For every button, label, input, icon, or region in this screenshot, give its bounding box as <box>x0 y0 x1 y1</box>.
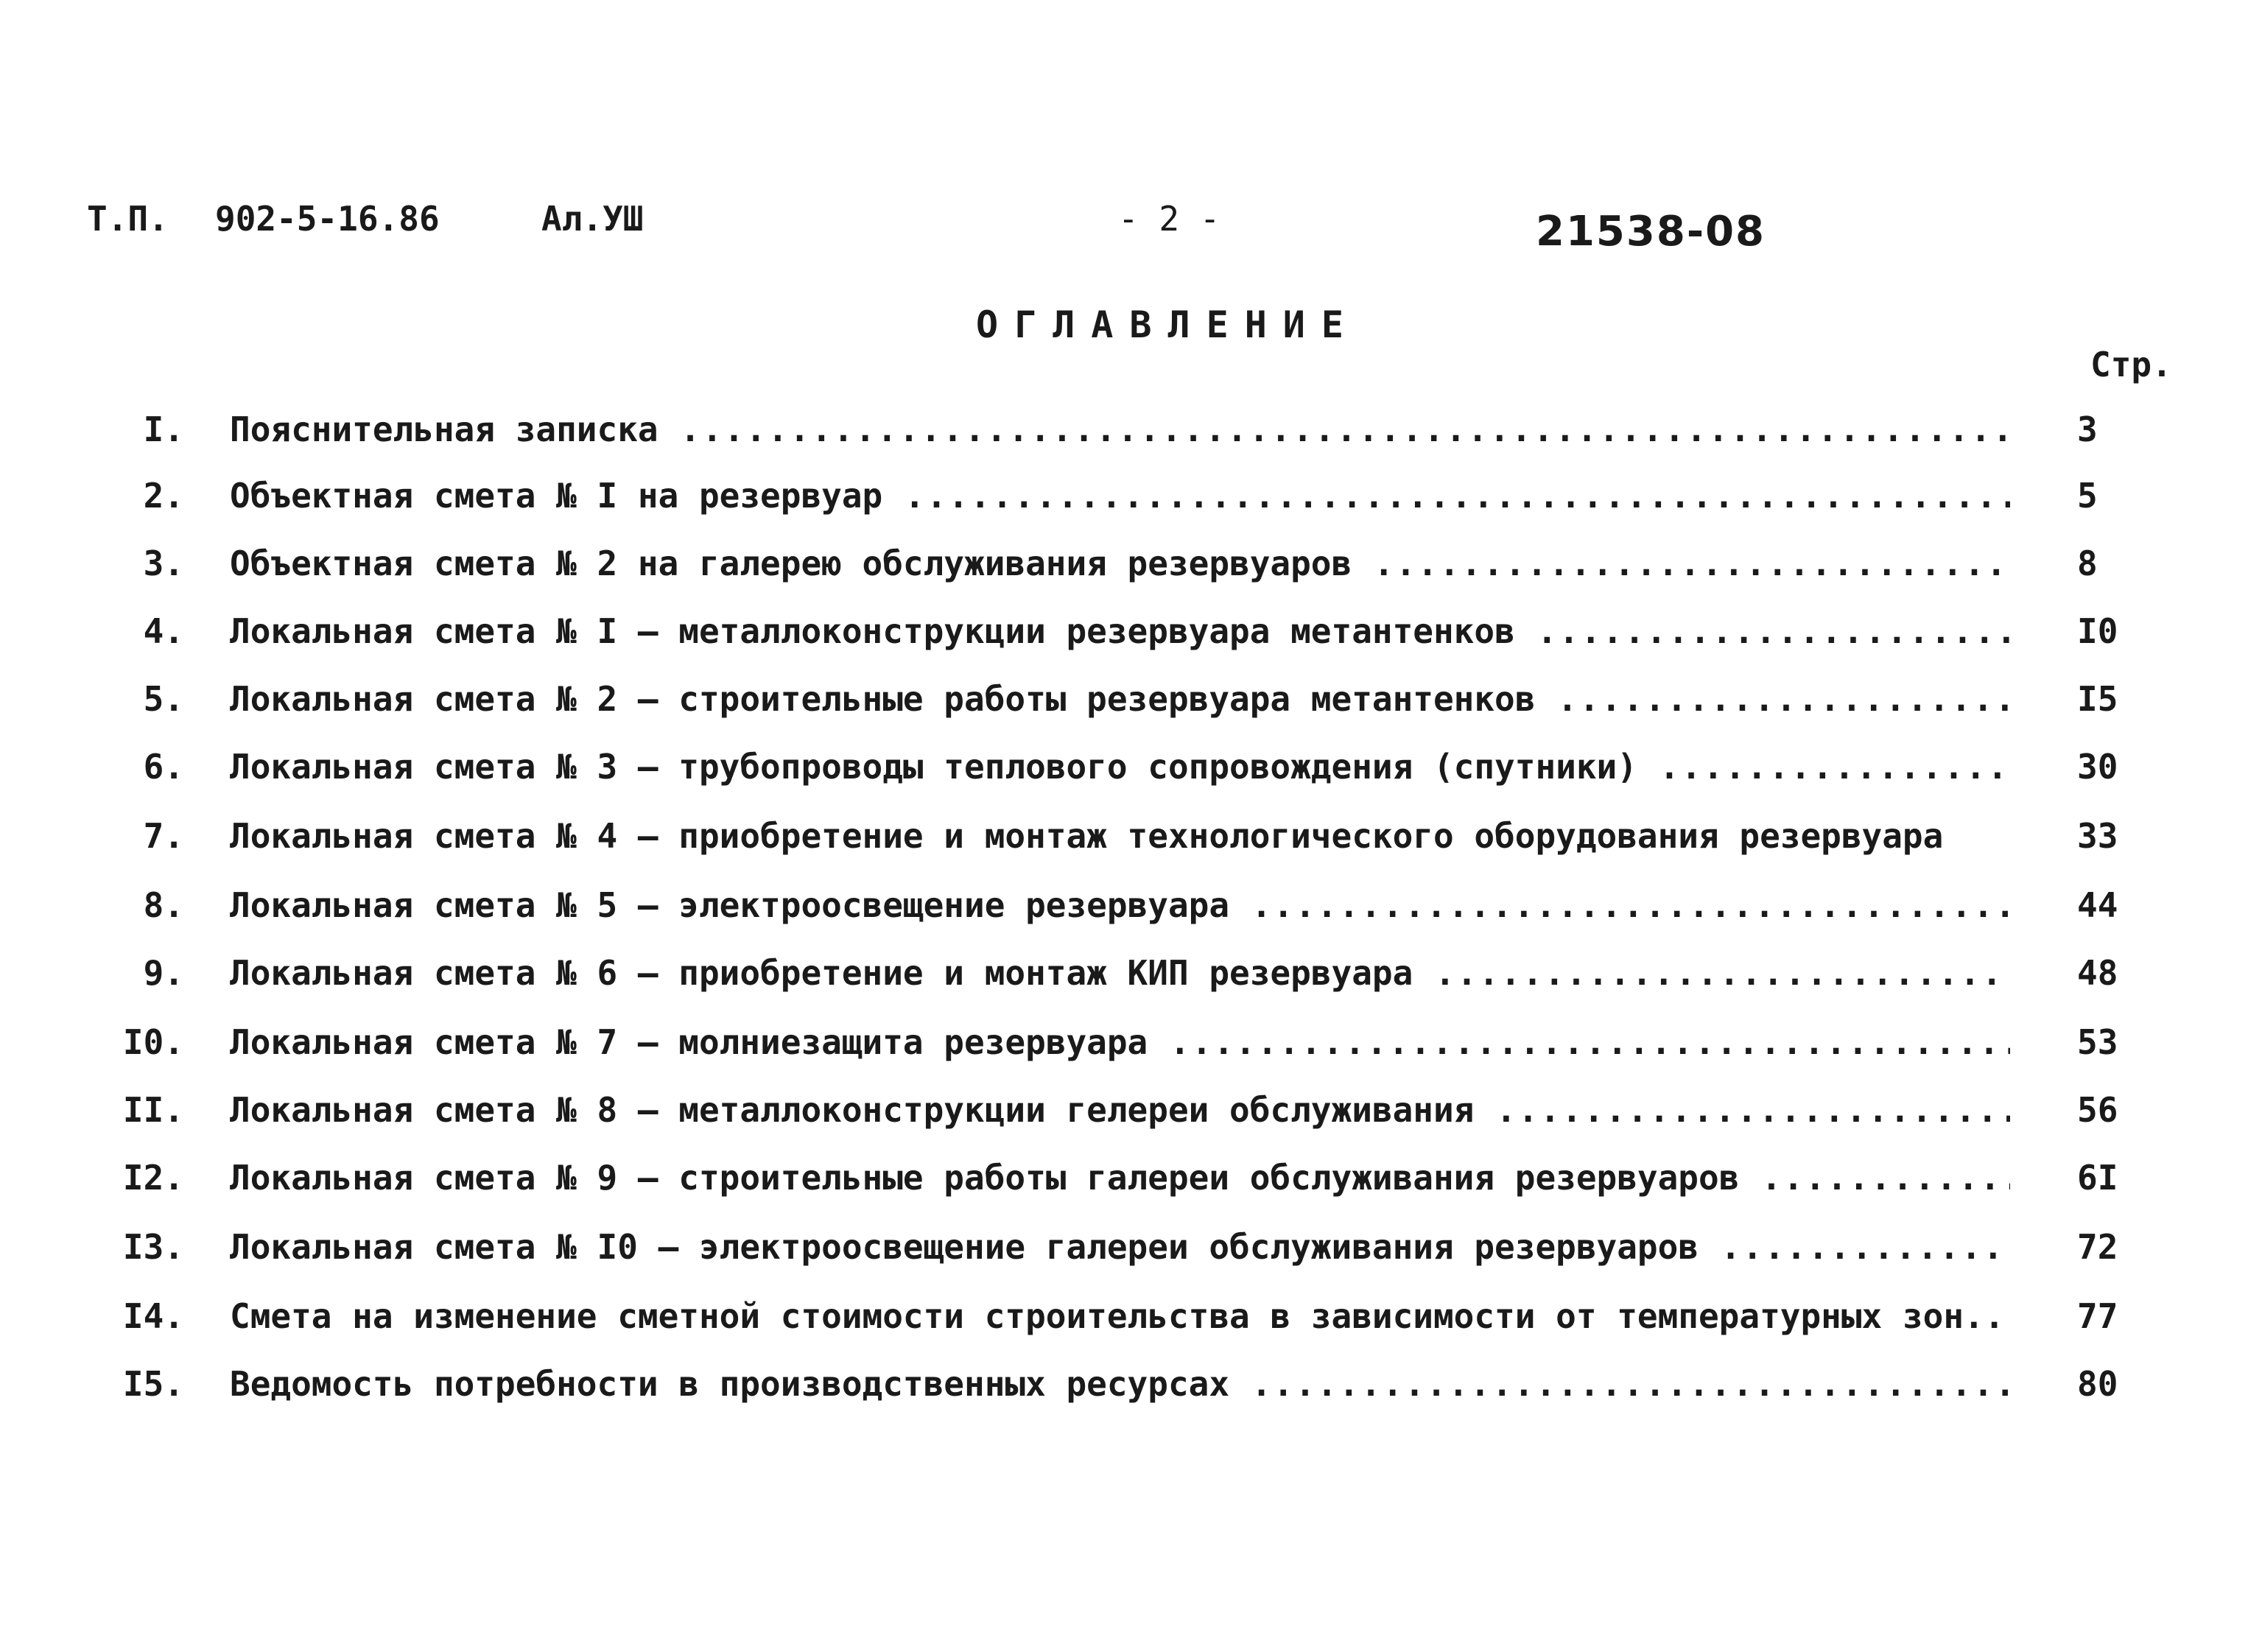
toc-entry <box>0 404 2262 455</box>
toc-entry-text: Ведомость потребности в производственных ресурсах <box>230 1364 1230 1404</box>
toc-entry-text: Локальная смета № 3 – трубопроводы теплового сопровождения (спутники) <box>230 747 1637 787</box>
toc-entry-text: Локальная смета № 7 – молниезащита резервуара <box>230 1022 1148 1062</box>
toc-entry-number: I3. <box>122 1227 184 1267</box>
page-title: ОГЛАВЛЕНИЕ <box>975 303 1360 346</box>
header-series: Т.П. <box>87 199 169 239</box>
toc-entry-page: 5 <box>2077 476 2098 516</box>
page-column-label: Стр. <box>2090 345 2172 384</box>
toc-entry-number: 9. <box>143 953 184 993</box>
toc-entry-page: 56 <box>2077 1090 2118 1130</box>
toc-entry <box>0 605 2262 657</box>
header-project-code: 902-5-16.86 <box>215 199 440 239</box>
toc-entry-page: I0 <box>2077 611 2118 651</box>
toc-entry-page: 72 <box>2077 1227 2118 1267</box>
toc-entry <box>0 947 2262 999</box>
toc-entry-number: I2. <box>122 1158 184 1198</box>
toc-entry-text: Локальная смета № I0 – электроосвещение галереи обслуживания резервуаров <box>230 1227 1699 1267</box>
toc-entry-number: I. <box>143 410 184 449</box>
toc-entry-text: Локальная смета № 2 – строительные работы резервуара метантенков <box>230 679 1536 719</box>
toc-entry-number: 7. <box>143 816 184 856</box>
toc-entry <box>0 1084 2262 1136</box>
toc-entry <box>0 810 2262 862</box>
toc-entry-text: Объектная смета № I на резервуар <box>230 476 883 516</box>
toc-entry-page: 33 <box>2077 816 2118 856</box>
toc-entry-text: Смета на изменение сметной стоимости строительства в зависимости от температурных зон.. <box>230 1296 2005 1336</box>
toc-entry-page: 53 <box>2077 1022 2118 1062</box>
toc-entry <box>0 470 2262 521</box>
toc-entry-text: Локальная смета № 5 – электроосвещение резервуара <box>230 885 1230 925</box>
toc-entry-text: Пояснительная записка <box>230 410 658 449</box>
toc-entry <box>0 1221 2262 1273</box>
toc-entry <box>0 741 2262 792</box>
toc-entry <box>0 1016 2262 1068</box>
toc-entry-page: 6I <box>2077 1158 2118 1198</box>
toc-entry-text: Локальная смета № I – металлоконструкции резервуара метантенков <box>230 611 1515 651</box>
toc-entry-number: 4. <box>143 611 184 651</box>
toc-entry-number: I4. <box>122 1296 184 1336</box>
toc-entry-page: 3 <box>2077 410 2098 449</box>
toc-entry-page: 8 <box>2077 544 2098 583</box>
header-page-number: - 2 - <box>1118 199 1220 239</box>
toc-entry <box>0 1290 2262 1342</box>
toc-entry-page: 80 <box>2077 1364 2118 1404</box>
toc-entry-page: 44 <box>2077 885 2118 925</box>
toc-entry-page: 30 <box>2077 747 2118 787</box>
toc-entry-number: 8. <box>143 885 184 925</box>
toc-entry <box>0 673 2262 725</box>
toc-entry-number: I0. <box>122 1022 184 1062</box>
toc-entry-text: Локальная смета № 9 – строительные работы галереи обслуживания резервуаров <box>230 1158 1740 1198</box>
toc-entry <box>0 879 2262 931</box>
toc-entry-number: I5. <box>122 1364 184 1404</box>
toc-entry-text: Локальная смета № 4 – приобретение и монтаж технологического оборудования резервуара <box>230 816 1944 856</box>
toc-entry-number: 5. <box>143 679 184 719</box>
toc-entry-page: I5 <box>2077 679 2118 719</box>
toc-entry-number: 2. <box>143 476 184 516</box>
toc-entry-number: II. <box>122 1090 184 1130</box>
header-inventory-number: 21538-08 <box>1536 208 1766 256</box>
toc-entry <box>0 538 2262 589</box>
toc-entry-number: 3. <box>143 544 184 583</box>
toc-entry-text: Объектная смета № 2 на галерею обслуживания резервуаров <box>230 544 1352 583</box>
toc-entry-page: 77 <box>2077 1296 2118 1336</box>
toc-entry-text: Локальная смета № 8 – металлоконструкции гелереи обслуживания <box>230 1090 1475 1130</box>
header-album: Ал.УШ <box>541 199 644 239</box>
toc-entry-number: 6. <box>143 747 184 787</box>
toc-entry <box>0 1152 2262 1203</box>
toc-entry <box>0 1358 2262 1410</box>
toc-entry-text: Локальная смета № 6 – приобретение и монтаж КИП резервуара <box>230 953 1413 993</box>
toc-entry-page: 48 <box>2077 953 2118 993</box>
